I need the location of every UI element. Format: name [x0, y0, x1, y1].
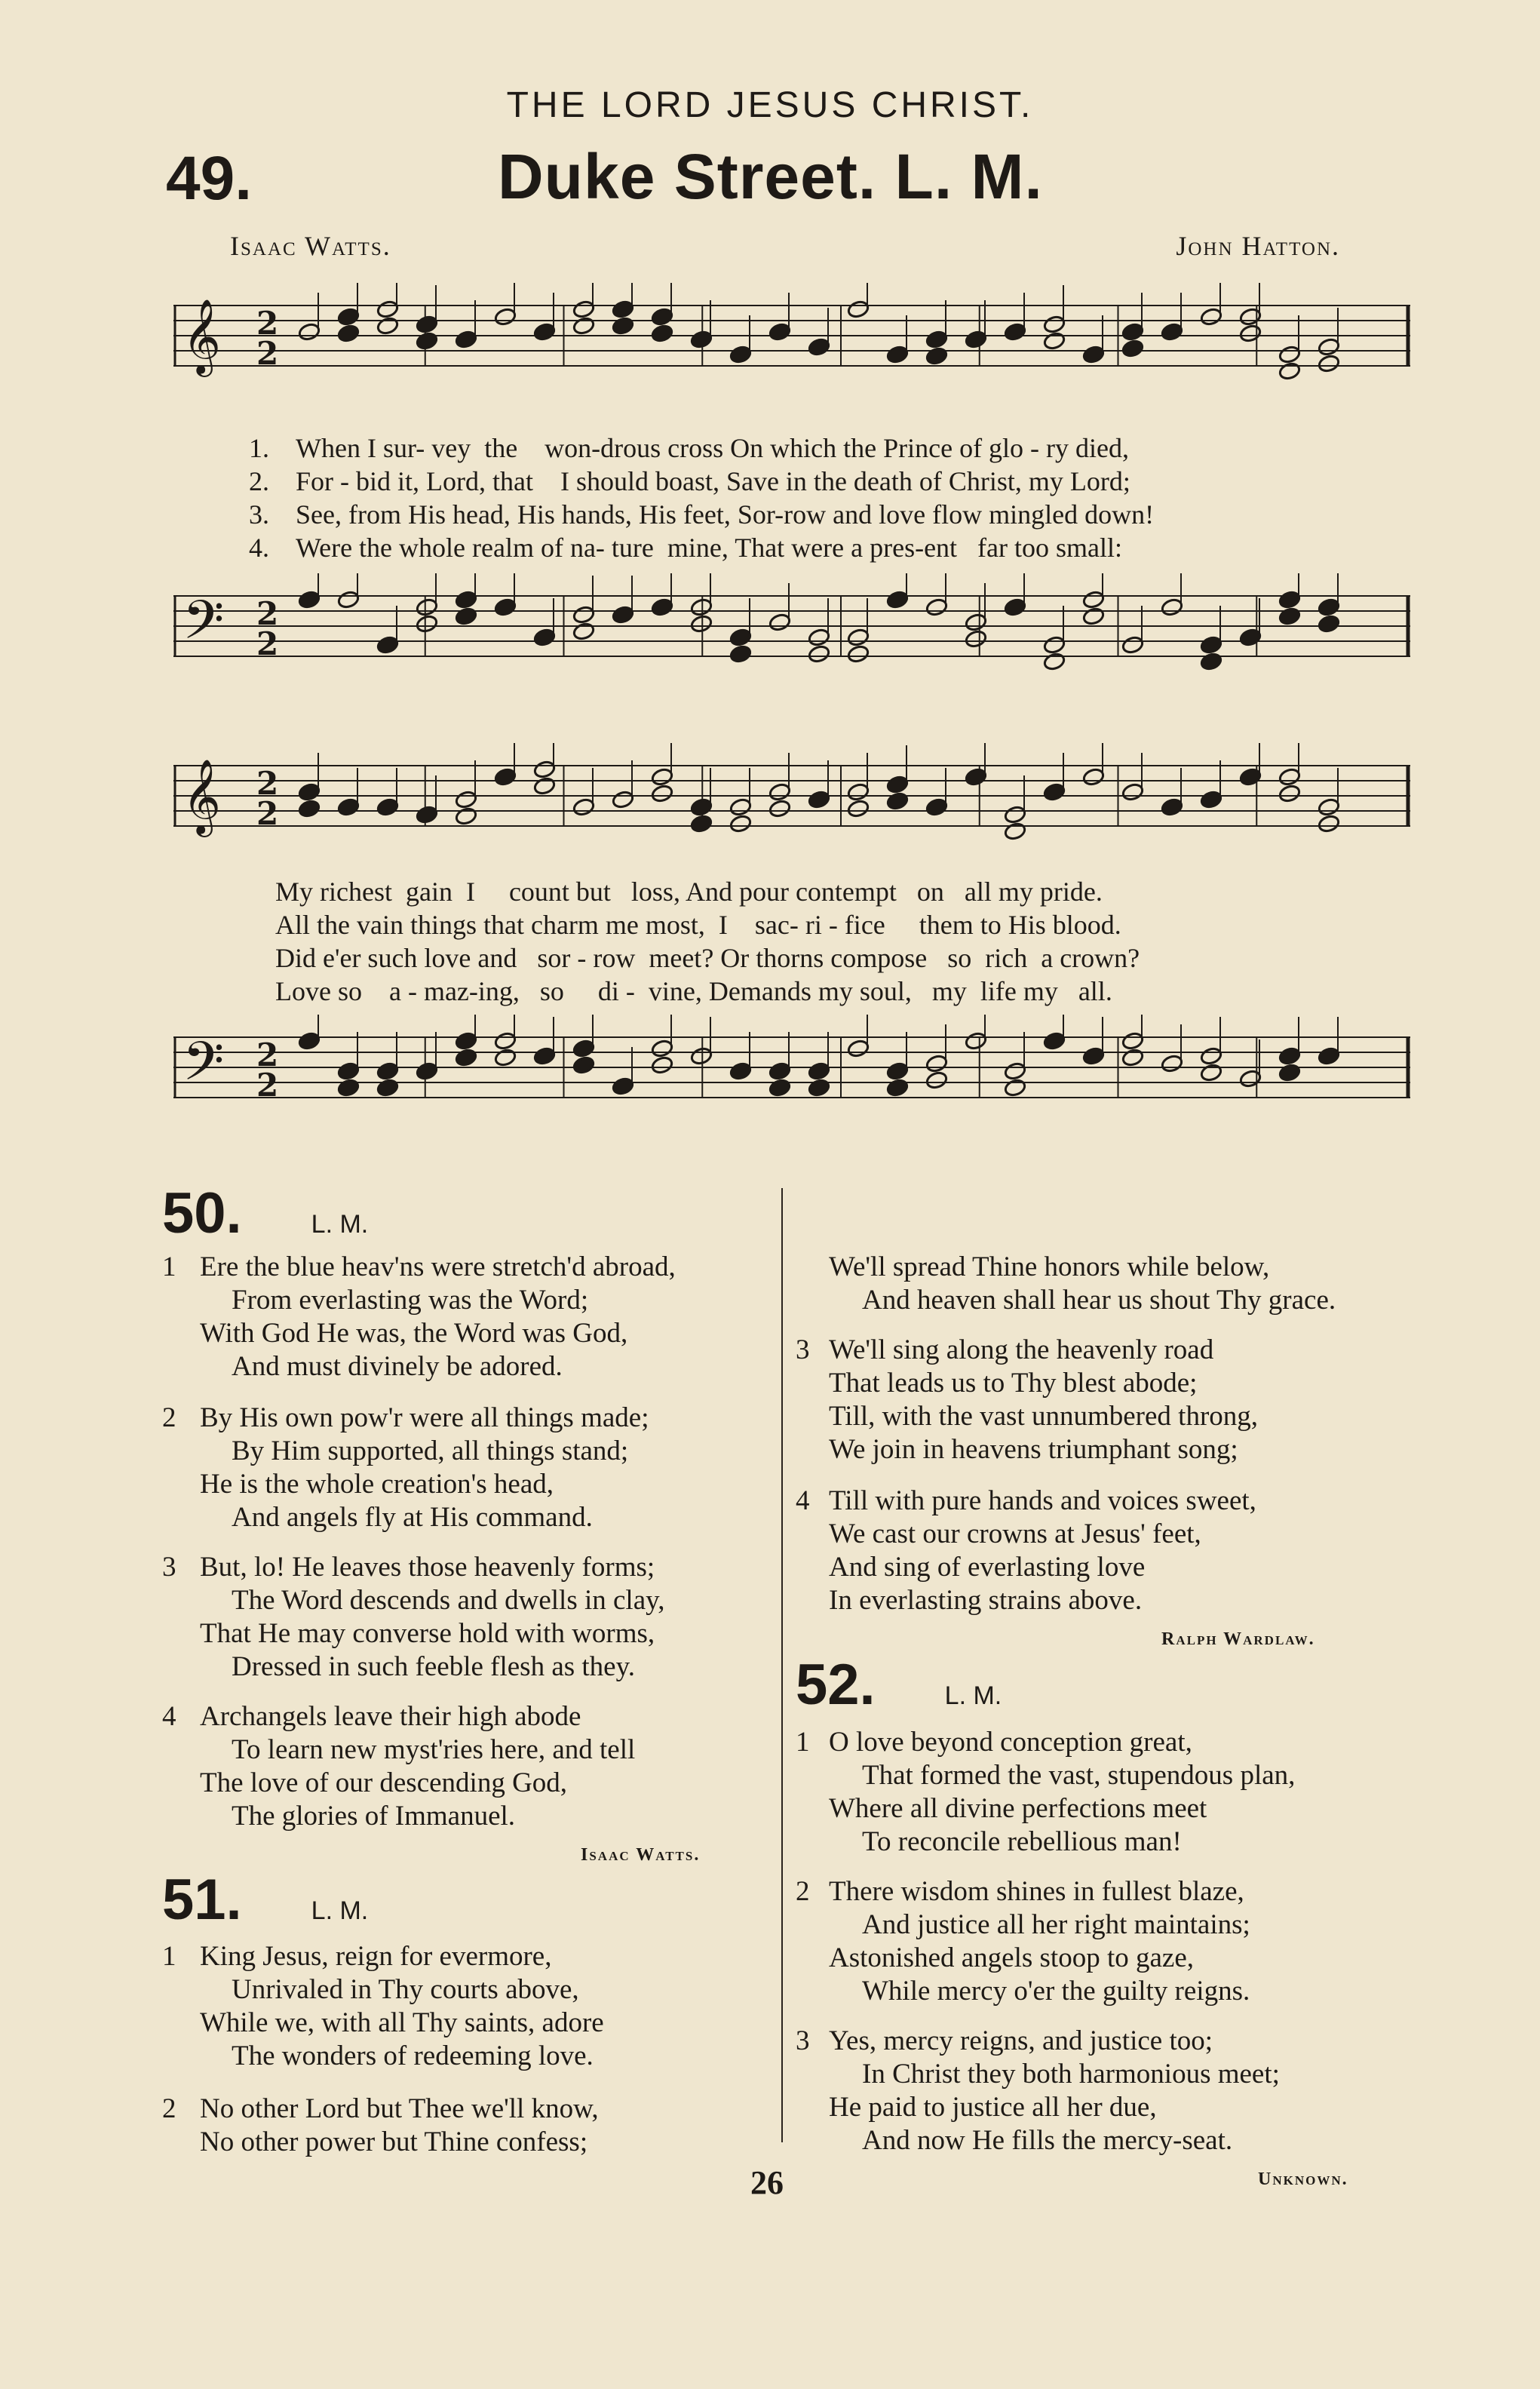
svg-text:2: 2: [256, 1036, 279, 1073]
hymn-50-verse-1: 1 Ere the blue heav'ns were stretch'd abroad, From everlasting was the Word; With God He was, the Word was God, And must divinely be adored.: [162, 1251, 676, 1382]
running-head: THE LORD JESUS CHRIST.: [506, 85, 1034, 125]
hymn-52-attribution: Unknown.: [1258, 2169, 1348, 2189]
hymn-50-heading: [162, 1181, 368, 1246]
hymn-52-meter: L. M.: [944, 1681, 1002, 1710]
hymn-52-number: 52.: [796, 1653, 876, 1717]
hymn-50-attribution: Isaac Watts.: [581, 1845, 701, 1865]
hymn-49-lyrics-top: [249, 431, 1154, 564]
hymn-49-lyrics-bottom: [275, 875, 1140, 1008]
hymn-52-verse-3: 3 Yes, mercy reigns, and justice too; In Christ they both harmonious meet; He paid to justice all her due, And now He fills the mercy-seat.: [796, 2025, 1280, 2156]
hymn-49-music-composer: John Hatton.: [1176, 231, 1340, 261]
hymn-49-number: 49.: [166, 144, 252, 213]
hymn-51-verse-3: 3 We'll sing along the heavenly road That leads us to Thy blest abode; Till, with the vast unnumbered throng, We join in heavens triumphant song;: [796, 1334, 1259, 1465]
system-1-bass-staff: [173, 573, 1410, 694]
lyric-line: 2. For - bid it, Lord, that I should boast, Save in the death of Christ, my Lord;: [249, 466, 1130, 496]
lyric-line: 1. When I sur- vey the won-drous cross On which the Prince of glo - ry died,: [249, 433, 1130, 463]
hymn-49-tune-title: Duke Street. L. M.: [498, 141, 1043, 212]
hymn-51-verse-2-continued: We'll spread Thine honors while below, And heaven shall hear us shout Thy grace.: [829, 1251, 1336, 1316]
hymn-50-verse-3: 3 But, lo! He leaves those heavenly forms; The Word descends and dwells in clay, That He may converse hold with worms, Dressed in such feeble flesh as they.: [162, 1552, 665, 1682]
hymn-50-verse-4: 4 Archangels leave their high abode To learn new myst'ries here, and tell The love of our descending God, The glories of Immanuel.: [162, 1701, 636, 1832]
hymn-51-meter: L. M.: [311, 1896, 369, 1925]
lyric-line: 4. Were the whole realm of na- ture mine, That were a pres-ent far too small:: [249, 533, 1122, 563]
hymn-50-verse-2: 2 By His own pow'r were all things made; By Him supported, all things stand; He is the whole creation's head, And angels fly at His command.: [162, 1402, 649, 1533]
hymn-51-number: 51.: [162, 1868, 242, 1932]
treble-staff-2: [173, 743, 1410, 879]
svg-text:2: 2: [256, 1067, 279, 1104]
hymn-50-number: 50.: [162, 1181, 242, 1245]
column-divider: [781, 1188, 783, 2142]
bass-staff-1: [173, 573, 1410, 694]
hymn-49-words-author: Isaac Watts.: [230, 231, 391, 261]
svg-text:𝄢: 𝄢: [183, 1030, 225, 1106]
lyric-line: 3. See, from His head, His hands, His feet, Sor-row and love flow mingled down!: [249, 499, 1155, 530]
hymn-52-verse-2: 2 There wisdom shines in fullest blaze, And justice all her right maintains; Astonished angels stoop to gaze, While mercy o'er the guilty reigns.: [796, 1876, 1250, 2007]
hymn-51-attribution: Ralph Wardlaw.: [1161, 1629, 1315, 1649]
hymn-52-verse-1: 1 O love beyond conception great, That formed the vast, stupendous plan, Where all divine perfections meet To reconcile rebellious man!: [796, 1727, 1296, 1857]
lyric-line: Love so a - maz-ing, so di - vine, Demands my soul, my life my all.: [275, 976, 1112, 1006]
treble-staff-1: [173, 283, 1410, 426]
svg-text:2: 2: [256, 335, 279, 372]
svg-text:2: 2: [256, 625, 279, 662]
hymn-51-verse-4: 4 Till with pure hands and voices sweet, We cast our crowns at Jesus' feet, And sing of everlasting love In everlasting strains above.: [796, 1485, 1256, 1616]
page-number: 26: [750, 2164, 784, 2201]
svg-text:𝄢: 𝄢: [183, 589, 225, 665]
svg-text:2: 2: [256, 765, 279, 802]
lyric-line: All the vain things that charm me most, I sac- ri - fice them to His blood.: [275, 910, 1121, 940]
hymn-51-verse-2: 2 No other Lord but Thee we'll know, No other power but Thine confess;: [162, 2093, 599, 2157]
lyric-line: My richest gain I count but loss, And pour contempt on all my pride.: [275, 877, 1103, 907]
svg-text:2: 2: [256, 595, 279, 632]
system-1-treble-staff: [173, 283, 1410, 426]
system-2-bass-staff: [173, 1015, 1410, 1165]
svg-text:𝄞: 𝄞: [183, 299, 221, 374]
hymn-50-meter: L. M.: [311, 1210, 369, 1239]
hymn-51-verse-1: 1 King Jesus, reign for evermore, Unrivaled in Thy courts above, While we, with all Thy saints, adore The wonders of redeeming love.: [162, 1941, 604, 2071]
lyric-line: Did e'er such love and sor - row meet? Or thorns compose so rich a crown?: [275, 943, 1140, 973]
system-2-treble-staff: [173, 743, 1410, 879]
svg-text:2: 2: [256, 305, 279, 342]
hymn-51-heading: [162, 1867, 368, 1933]
hymn-52-heading: [796, 1652, 1002, 1718]
bass-staff-2: [173, 1015, 1410, 1165]
svg-text:2: 2: [256, 795, 279, 832]
svg-text:𝄞: 𝄞: [183, 759, 221, 834]
